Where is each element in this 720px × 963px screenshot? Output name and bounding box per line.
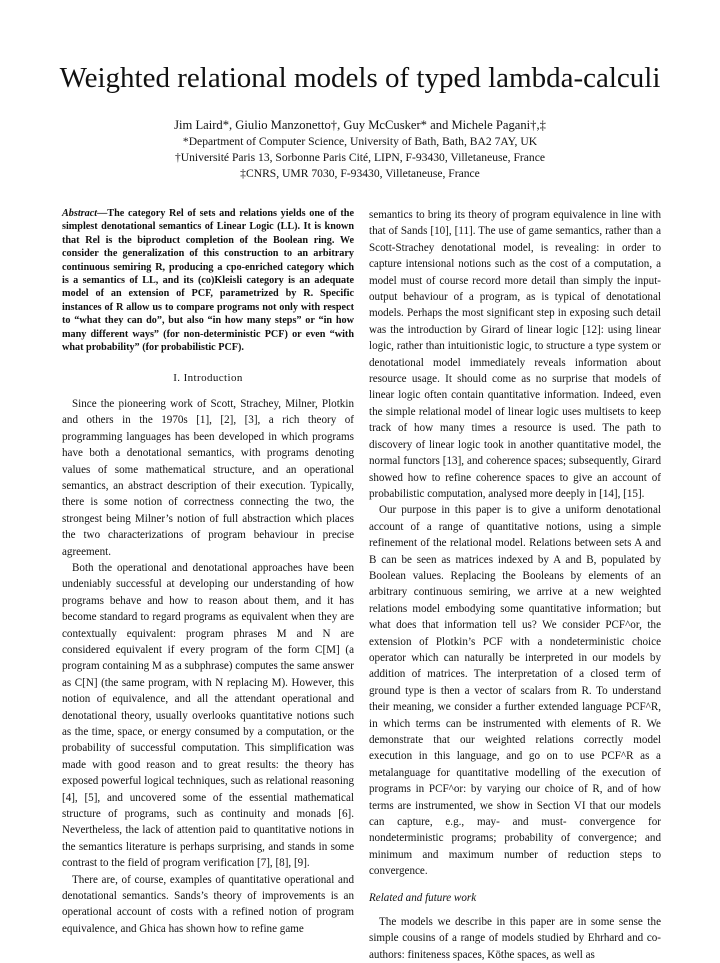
paragraph: Both the operational and denotational approaches have been undeniably successful at developing our understanding of how programs behave and how to reason about them, and it has become standard to regard programs as equivalent when they are contextually equivalent: program phrases M and N are considered equivalent if every program of the form C[M] (a program containing M as a subphrase) computes the same answer as C[N] (the same program, with N replacing M). However, this notion of equivalence, and all the attendant operational and denotational theory, usually overlooks quantitative notions such as the time, space, or energy consumed by a computation, or the probability of successful computation. This simplification was made with good reason and to great results: the theory has exposed powerful logical techniques, such as relational reasoning [4], [5], and uncovered some of the essential mathematical structure of programs, such as continuity and monads [6]. Nevertheless, the lack of attention paid to quantitative notions in the semantics literature is perhaps surprising, and stands in some contrast to the field of program verification [7], [8], [9].	[62, 561, 354, 870]
abstract	[62, 207, 354, 354]
abstract-label: Abstract	[62, 208, 98, 219]
affiliation-3: ‡CNRS, UMR 7030, F-93430, Villetaneuse, France	[240, 167, 480, 180]
left-column	[62, 207, 354, 937]
paper-authors: Jim Laird*, Giulio Manzonetto†, Guy McCusker* and Michele Pagani†,‡	[174, 118, 546, 132]
paragraph: The models we describe in this paper are in some sense the simple cousins of a range of models studied by Ehrhard and co-authors: finiteness spaces, Köthe spaces, as well as	[369, 916, 661, 961]
section-heading-introduction: I. Introduction	[173, 372, 243, 385]
paragraph: There are, of course, examples of quantitative operational and denotational semantics. Sands’s theory of improvements is an operational account of costs with a refined notion of program equivalence, and Ghica has shown how to refine game	[62, 873, 354, 935]
paper-title: Weighted relational models of typed lambda-calculi	[59, 62, 661, 94]
affiliation-1: *Department of Computer Science, University of Bath, Bath, BA2 7AY, UK	[182, 135, 538, 148]
paragraph: semantics to bring its theory of program equivalence in line with that of Sands [10], [11]. The use of game semantics, rather than a Scott-Strachey denotational model, is revealing: in order to capture intensional notions such as the cost of a computation, a model must of course record more detail than simply the input-output behaviour of a program, as is typical of denotational models. Perhaps the most significant step in exposing such detail was the introduction by Girard of linear logic [12]: using linear logic, rather than intuitionistic logic, to structure a type system or denotational model immediately reveals information about resource usage. It should come as no surprise that models of linear logic often contain quantitative information. Indeed, even the simple relational model of linear logic uses multisets to keep track of how many times a resource is used. The path to discovery of linear logic took in another quantitative model, the normal functors [13], and coherence spaces; subsequently, Girard showed how to refine coherence spaces to give an account of probabilistic computation, analysed more deeply in [14], [15].	[369, 209, 661, 500]
affiliation-2: †Université Paris 13, Sorbonne Paris Cité, LIPN, F-93430, Villetaneuse, France	[174, 151, 546, 164]
paragraph: Since the pioneering work of Scott, Strachey, Milner, Plotkin and others in the 1970s [1], [2], [3], a rich theory of programming languages has been developed in which programs have both a denotational semantics, with programs denoting values of some mathematical structure, and an operational semantics, an abstract description of their execution. Typically, there is some notion of correctness connecting the two, the strongest being Milner’s notion of full abstraction which places the two characterizations of program behaviour in precise agreement.	[62, 397, 354, 558]
paragraph: Our purpose in this paper is to give a uniform denotational account of a range of quantitative notions, using a simple refinement of the relational model. Relations between sets A and B can be seen as matrices indexed by A and B, populated by Boolean values. Replacing the Booleans by elements of an arbitrary continuous semiring, we arrive at a new weighted relations model embodying some quantitative information; but what does that information tell us? We consider PCF^or, the extension of Plotkin’s PCF with a nondeterministic choice operator which can naturally be interpreted in our models by addition of matrices. The interpretation of a closed term of ground type is then a vector of scalars from R. To understand their meaning, we consider a further extended language PCF^R, in which terms can be instrumented with elements of R. We demonstrate that our weighted relations correctly model execution in this language, and go on to use PCF^R as a metalanguage for quantitative modelling of the execution of programs in PCF^or: by varying our choice of R, and of how terms are instrumented, we show in Section VI that our models can capture, e.g., may- and must- convergence for nondeterministic programs; probability of convergence; and minimum and maximum number of reduction steps to convergence.	[369, 504, 661, 878]
right-column	[369, 207, 661, 963]
subsection-heading: Related and future work	[369, 891, 477, 904]
abstract-text: —The category Rel of sets and relations yields one of the simplest denotational semantics of Linear Logic (LL). It is known that Rel is the biproduct completion of the Boolean ring. We consider the generalization of this construction to an arbitrary continuous semiring R, producing a cpo-enriched category which is a semantics of LL, and its (co)Kleisli category is an adequate model of an extension of PCF, parametrized by R. Specific instances of R allow us to compare programs not only with respect to “what they can do”, but also “in how many steps” or “in how many different ways” (for non-deterministic PCF) or even “with what probability” (for probabilistic PCF).	[62, 208, 354, 354]
